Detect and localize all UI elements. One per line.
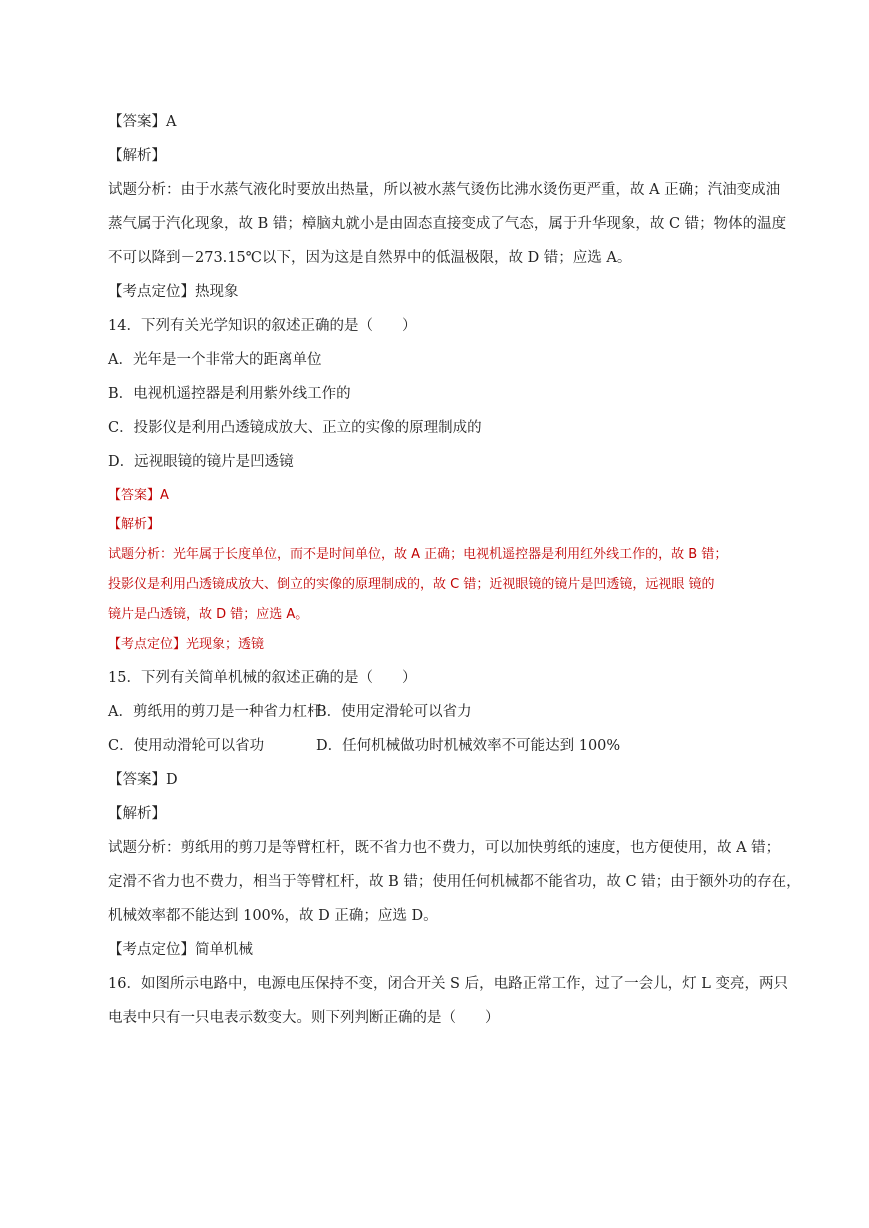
q14-option-d: D．远视眼镜的镜片是凹透镜 [108,454,294,470]
q16-stem-line-1: 16．如图所示电路中，电源电压保持不变，闭合开关 S 后，电路正常工作，过了一会儿，灯 L 变亮，两只 [108,976,788,992]
q15-analysis-line-1: 试题分析：剪纸用的剪刀是等臂杠杆，既不省力也不费力，可以加快剪纸的速度，也方便使用，故 A 错； [108,840,781,856]
q14-option-c: C．投影仪是利用凸透镜成放大、正立的实像的原理制成的 [108,420,482,436]
q14-answer: 【答案】A [108,488,169,503]
q13-topic: 【考点定位】热现象 [108,284,239,300]
q15-option-c: C．使用动滑轮可以省功 [108,738,265,754]
q14-topic: 【考点定位】光现象；透镜 [108,637,265,652]
q15-analysis-heading: 【解析】 [108,806,166,822]
q13-analysis-line-1: 试题分析：由于水蒸气液化时要放出热量，所以被水蒸气烫伤比沸水烫伤更严重，故 A 正确；汽油变成油 [108,182,781,198]
q15-options-row-2 [108,736,620,756]
q14-analysis-line-3: 镜片是凸透镜，故 D 错；应选 A。 [108,607,309,622]
q14-stem: 14．下列有关光学知识的叙述正确的是（ ） [108,318,417,334]
q15-option-d: D．任何机械做功时机械效率不可能达到 100% [316,738,621,754]
q15-analysis-line-3: 机械效率都不能达到 100%，故 D 正确；应选 D。 [108,908,438,924]
q13-analysis-line-2: 蒸气属于汽化现象，故 B 错；樟脑丸就小是由固态直接变成了气态，属于升华现象，故 C 错；物体的温度 [108,216,787,232]
q13-answer: 【答案】A [108,114,177,130]
q15-option-a: A．剪纸用的剪刀是一种省力杠杆 [108,704,322,720]
q15-analysis-line-2: 定滑不省力也不费力，相当于等臂杠杆，故 B 错；使用任何机械都不能省功，故 C 错；由于额外功的存在， [108,874,801,890]
q15-option-b: B．使用定滑轮可以省力 [316,704,472,720]
q13-analysis-line-3: 不可以降到－273.15℃以下，因为这是自然界中的低温极限，故 D 错；应选 A。 [108,250,632,266]
q15-answer: 【答案】D [108,772,178,788]
q14-option-a: A．光年是一个非常大的距离单位 [108,352,322,368]
q15-topic: 【考点定位】简单机械 [108,942,253,958]
q16-stem-line-2: 电表中只有一只电表示数变大。则下列判断正确的是（ ） [108,1010,500,1026]
q14-analysis-line-2: 投影仪是利用凸透镜成放大、倒立的实像的原理制成的，故 C 错；近视眼镜的镜片是凹透镜，远视眼 镜的 [108,577,715,592]
q14-analysis-heading: 【解析】 [108,517,161,532]
q15-stem: 15．下列有关简单机械的叙述正确的是（ ） [108,670,417,686]
q14-analysis-line-1: 试题分析：光年属于长度单位，而不是时间单位，故 A 正确；电视机遥控器是利用红外线工作的，故 B 错； [108,547,728,562]
q13-analysis-heading: 【解析】 [108,148,166,164]
q15-options-row-1 [108,702,472,722]
q14-option-b: B．电视机遥控器是利用紫外线工作的 [108,386,351,402]
